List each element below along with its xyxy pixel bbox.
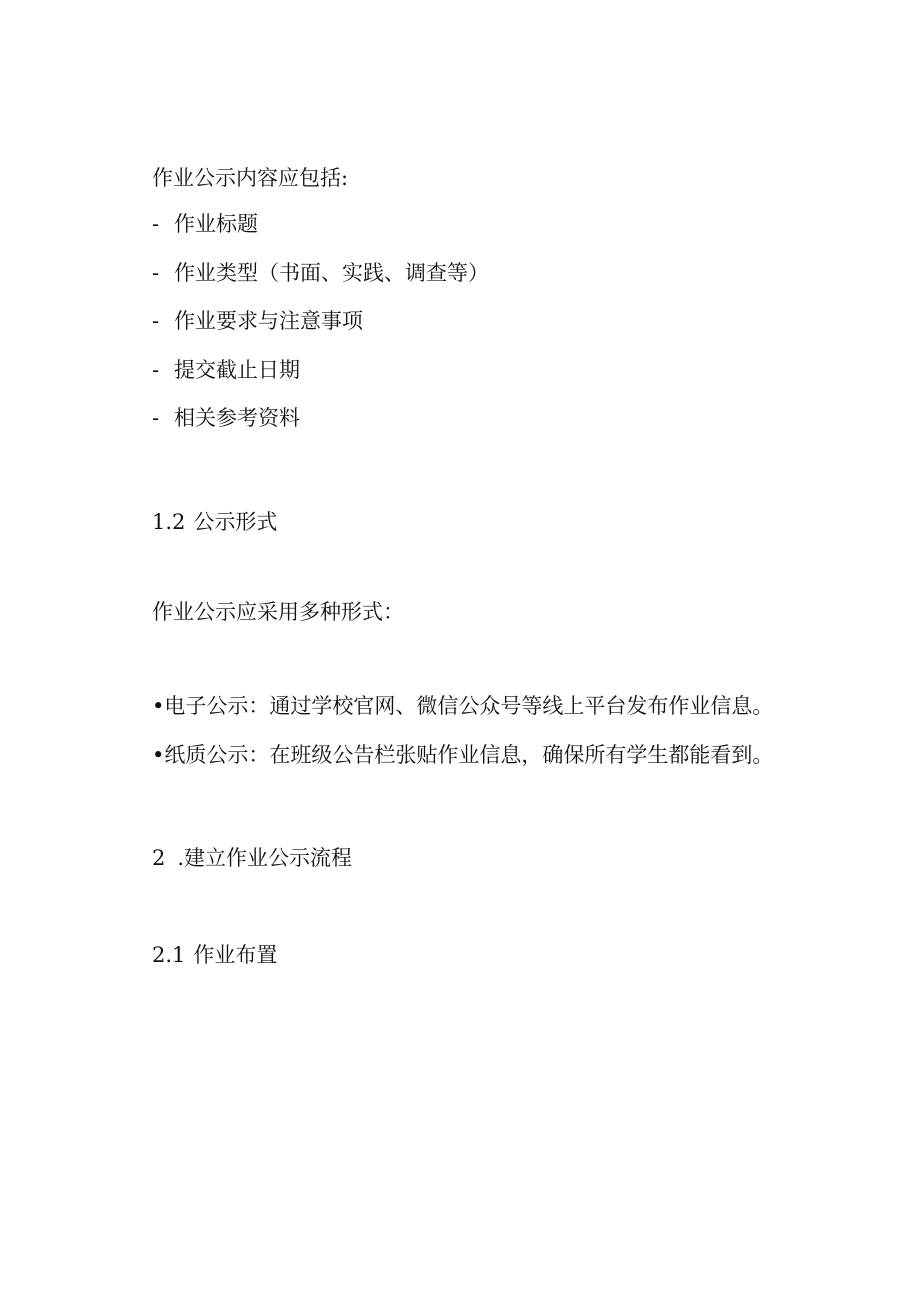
list-item — [152, 404, 300, 432]
list-dash: - — [152, 358, 160, 382]
list-dash: - — [152, 309, 160, 333]
section-number: 2 — [152, 846, 166, 870]
list-item — [152, 307, 363, 335]
section-title: 公示形式 — [193, 510, 278, 534]
list-item-text: 作业类型（书面、实践、调查等） — [174, 261, 489, 285]
section-title: 作业布置 — [193, 943, 278, 967]
list-item-text: 相关参考资料 — [174, 406, 300, 430]
list-item-text: 作业要求与注意事项 — [174, 309, 363, 333]
list-item — [152, 210, 258, 238]
list-item — [152, 356, 300, 384]
bullet-text: 纸质公示：在班级公告栏张贴作业信息，确保所有学生都能看到。 — [164, 743, 774, 767]
list-item-text: 作业标题 — [174, 212, 258, 236]
list-dash: - — [152, 261, 160, 285]
list-item-text: 提交截止日期 — [174, 358, 300, 382]
bullet-marker: • — [152, 694, 165, 718]
section-number: 2.1 — [152, 943, 186, 967]
section-heading-2 — [152, 844, 352, 872]
list-dash: - — [152, 212, 160, 236]
list-dash: - — [152, 406, 160, 430]
section-title: .建立作业公示流程 — [177, 846, 353, 870]
list-item — [152, 259, 489, 287]
bullet-text: 电子公示：通过学校官网、微信公众号等线上平台发布作业信息。 — [164, 694, 774, 718]
section-number: 1.2 — [152, 510, 186, 534]
bullet-marker: • — [152, 743, 165, 767]
bullet-item — [152, 741, 773, 769]
forms-intro-paragraph: 作业公示应采用多种形式： — [152, 600, 404, 624]
bullet-item — [152, 692, 773, 720]
intro-paragraph: 作业公示内容应包括: — [152, 166, 349, 190]
section-heading-2-1 — [152, 941, 277, 969]
section-heading-1-2 — [152, 508, 277, 536]
